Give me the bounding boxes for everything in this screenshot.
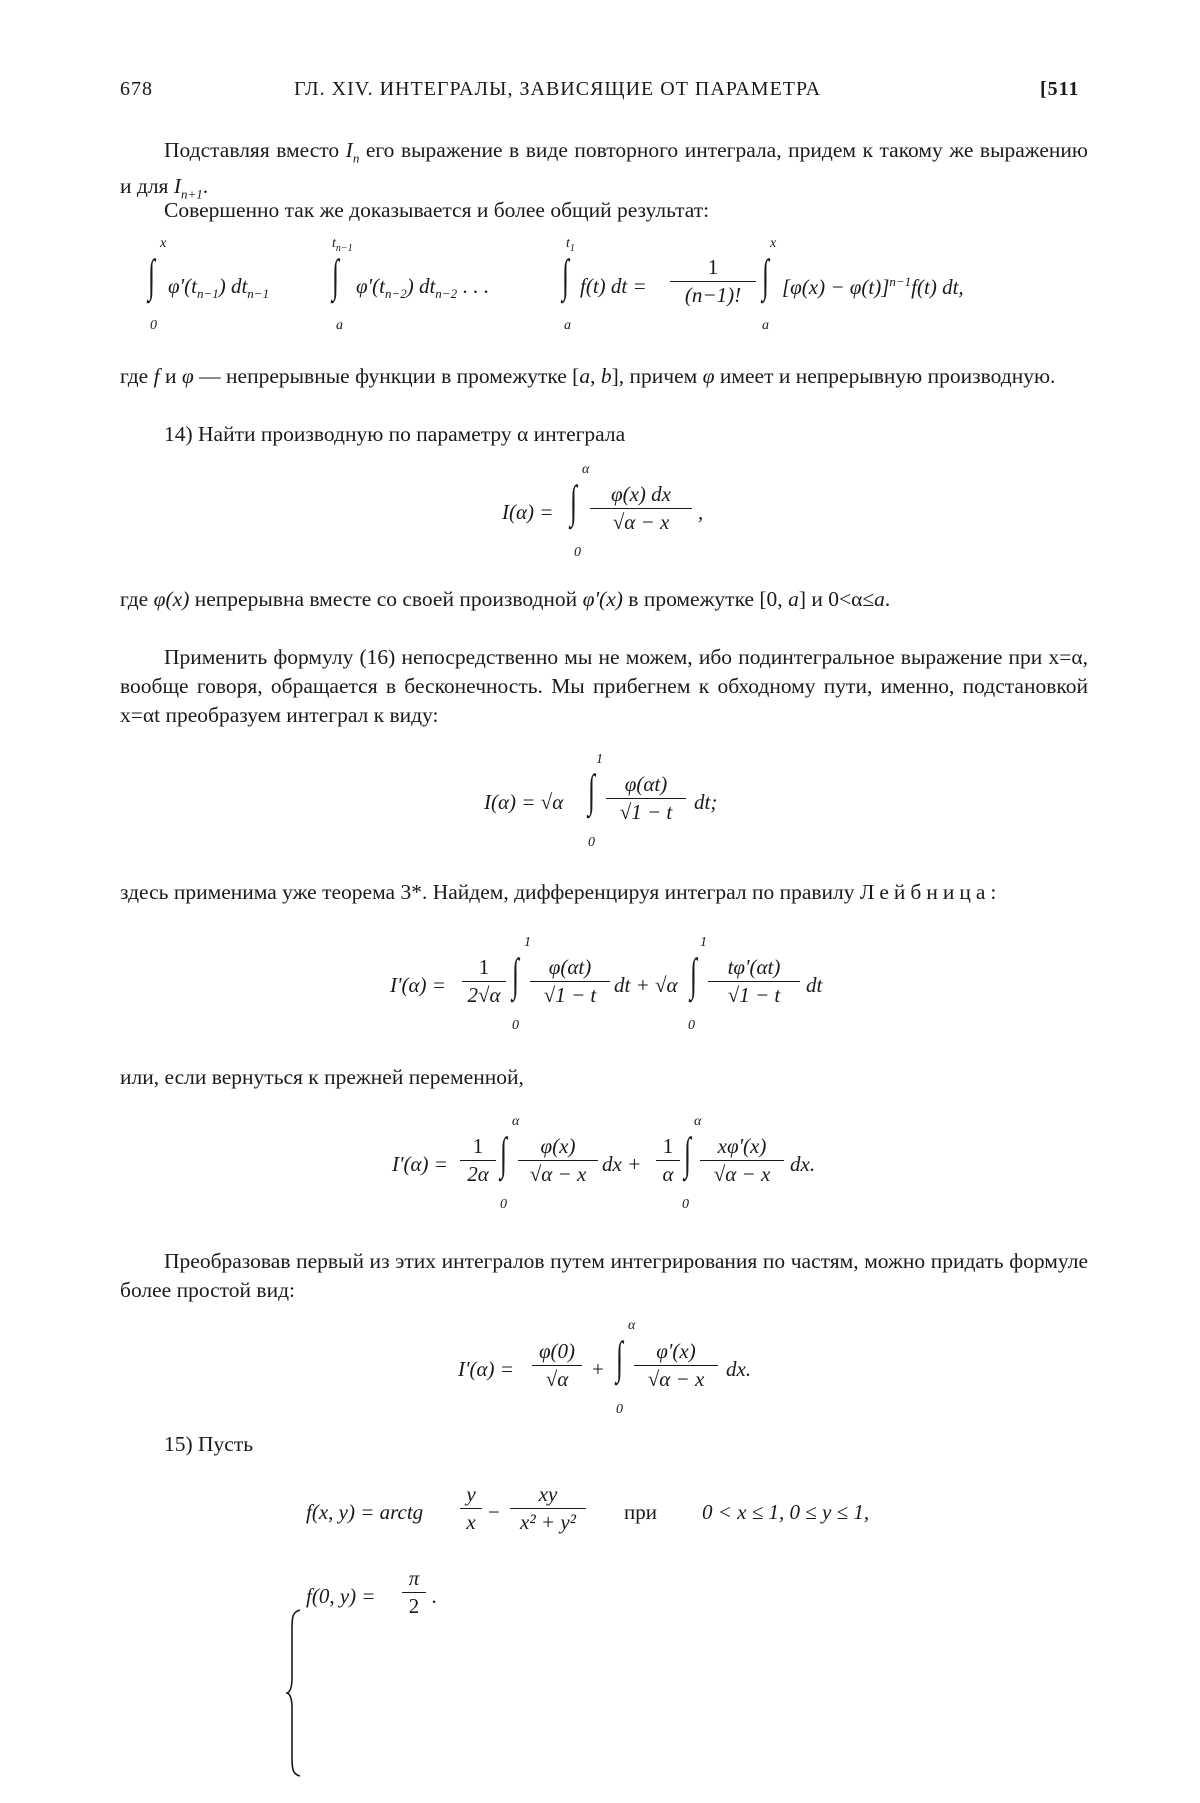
- paragraph-leibniz: здесь применима уже теорема 3*. Найдем, дифференцируя интеграл по правилу Лейбница:: [120, 880, 997, 904]
- running-title: ГЛ. XIV. ИНТЕГРАЛЫ, ЗАВИСЯЩИЕ ОТ ПАРАМЕТРА: [294, 78, 822, 100]
- problem-15-statement: 15) Пусть: [164, 1432, 254, 1456]
- paragraph-substitution: Подставляя вместо $I_n$ его выражение в виде повторного интеграла, придем к такому же выражению и для $I_{n+1}$.: [120, 138, 1088, 202]
- problem-14-statement: 14) Найти производную по параметру α интеграла: [164, 422, 626, 446]
- paragraph-substitution-method: Применить формулу (16) непосредственно мы не можем, ибо подинтегральное выражение при x=α, вообще говоря, обращается в бесконечность. Мы прибегнем к обходному пути, именно, подстановкой x=αt преобразуем интеграл к виду:: [120, 645, 1088, 727]
- book-page: 678 ГЛ. XIV. ИНТЕГРАЛЫ, ЗАВИСЯЩИЕ ОТ ПАРАМЕТРА [511 Подставляя вместо $I_n$ его выражение в виде повторного интеграла, придем к такому же выражению и для $I_{n+1}$. Совершенно так же доказывается и более общий результат: x ∫ 0 $\varphi'(t_{n-1})$ $dt_{n-1}$ $t_{n-1}$ ∫ a $\varphi'(t_{n-2})$ $dt_{n-2}$ . . . $t_1$ ∫ a f(t) dt = $\frac{1}{(n-1)!}$ x ∫ a $[\varphi(x) - \varphi(t)]^{n-1}f(t)$ dt, где f и φ — непрерывные функции в промежутке [a, b], причем φ имеет и непрерывную производную. 14) Найти производную по параметру α интеграла I(α) = α ∫ 0 $\frac{\varphi(x) dx}{√\alpha - x}$ , где φ(x) непрерывна вместе со своей производной φ'(x) в промежутке [0, a] и 0<α≤a. Применить формулу (16) непосредственно мы не можем, ибо подинтегральное выражение при x=α, вообще говоря, обращается в бесконечность. Мы прибегнем к обходному пути, именно, подстановкой x=αt преобразуем интеграл к виду: I(α) = √α 1 ∫ 0 $\frac{\varphi(\alpha t)}{√1 - t}$ dt; здесь применима уже теорема 3*. Найдем, дифференцируя интеграл по правилу Лейбница: I'(α) = $\frac{1}{2√\alpha}$ 1 ∫ 0 $\frac{\varphi(\alpha t)}{√1 - t}$ dt + √α 1 ∫ 0 $\frac{t\varphi'(\alpha t)}{√1 - t}$ dt или, если вернуться к прежней переменной, I'(α) = $\frac{1}{2\alpha}$ α ∫ 0 $\frac{\varphi(x)}{√\alpha - x}$ dx + $\frac{1}{\alpha}$ α ∫ 0 $\frac{x\varphi'(x)}{√\alpha - x}$ dx. Преобразовав первый из этих интегралов путем интегрирования по частям, можно придать формуле более простой вид: I'(α) = $\frac{\varphi(0)}{√\alpha}$ + α ∫ 0 $\frac{\varphi'(x)}{√\alpha - x}$ dx. 15) Пусть f(x, y) = arctg $\frac{y}{x}$ − $\frac{xy}{\text{x² + y²}}$ при 0 < x ≤ 1, 0 ≤ y ≤ 1, f(0, y) = $\frac{\pi}{2}$ .: [0, 0, 1200, 1803]
- page-number: 678: [120, 78, 153, 100]
- paragraph-general-result: Совершенно так же доказывается и более общий результат:: [164, 198, 710, 222]
- section-number: [511: [1040, 78, 1080, 100]
- paragraph-return-variable: или, если вернуться к прежней переменной,: [120, 1065, 524, 1089]
- paragraph-phi-continuous: где φ(x) непрерывна вместе со своей производной φ'(x) в промежутке [0, a] и 0<α≤a.: [120, 587, 891, 611]
- left-brace: [286, 1608, 302, 1778]
- paragraph-conditions: где f и φ — непрерывные функции в промежутке [a, b], причем φ имеет и непрерывную производную.: [120, 364, 1056, 388]
- paragraph-integration-by-parts: Преобразовав первый из этих интегралов путем интегрирования по частям, можно придать формуле более простой вид:: [120, 1249, 1088, 1302]
